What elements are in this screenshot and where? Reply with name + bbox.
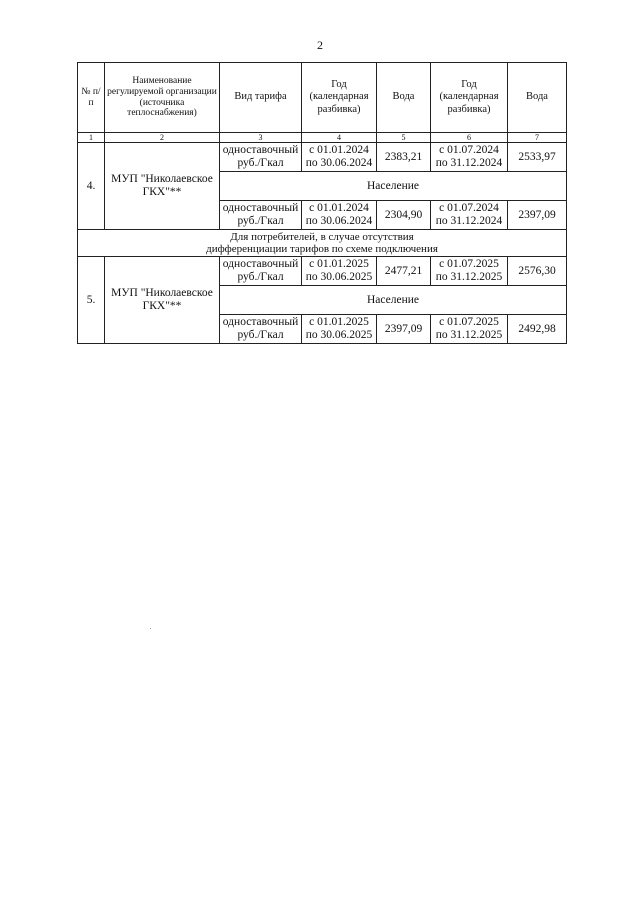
tariff-table: [77, 62, 567, 344]
period-first-half: с 01.01.2025 по 30.06.2025: [302, 315, 377, 344]
table-row: [78, 257, 567, 286]
water-value-first-half: 2397,09: [377, 315, 431, 344]
header-water-2: Вода: [508, 63, 567, 133]
tariff-type: одноставочный руб./Гкал: [220, 201, 302, 230]
water-value-first-half: 2477,21: [377, 257, 431, 286]
header-period-1: Год (календарная разбивка): [302, 63, 377, 133]
organization-name: МУП "Николаевское ГКХ"**: [105, 257, 220, 344]
water-value-first-half: 2383,21: [377, 143, 431, 172]
column-number: 4: [302, 133, 377, 143]
water-value-first-half: 2304,90: [377, 201, 431, 230]
column-number: 7: [508, 133, 567, 143]
tariff-type: одноставочный руб./Гкал: [220, 143, 302, 172]
table-row: [78, 143, 567, 172]
entry-number: 5.: [78, 257, 105, 344]
header-period-2: Год (календарная разбивка): [431, 63, 508, 133]
note-line-1: Для потребителей, в случае отсутствия: [230, 230, 414, 243]
header-tariff-type: Вид тарифа: [220, 63, 302, 133]
tariff-type: одноставочный руб./Гкал: [220, 257, 302, 286]
column-number: 2: [105, 133, 220, 143]
note-row: [78, 230, 567, 257]
water-value-second-half: 2397,09: [508, 201, 567, 230]
water-value-second-half: 2492,98: [508, 315, 567, 344]
column-numbers-row: [78, 133, 567, 143]
organization-name: МУП "Николаевское ГКХ"**: [105, 143, 220, 230]
water-value-second-half: 2576,30: [508, 257, 567, 286]
period-first-half: с 01.01.2024 по 30.06.2024: [302, 201, 377, 230]
column-number: 1: [78, 133, 105, 143]
entry-number: 4.: [78, 143, 105, 230]
column-number: 6: [431, 133, 508, 143]
header-number: № п/п: [78, 63, 105, 133]
period-first-half: с 01.01.2024 по 30.06.2024: [302, 143, 377, 172]
column-number: 3: [220, 133, 302, 143]
page-number: 2: [317, 38, 323, 52]
note-text: [78, 230, 567, 257]
tariff-type: одноставочный руб./Гкал: [220, 315, 302, 344]
header-water-1: Вода: [377, 63, 431, 133]
period-second-half: с 01.07.2025 по 31.12.2025: [431, 315, 508, 344]
header-row: [78, 63, 567, 133]
period-second-half: с 01.07.2025 по 31.12.2025: [431, 257, 508, 286]
population-label: Население: [220, 172, 567, 201]
period-first-half: с 01.01.2025 по 30.06.2025: [302, 257, 377, 286]
note-line-2: дифференциации тарифов по схеме подключения: [206, 243, 438, 256]
header-organization: Наименование регулируемой организации (источника теплоснабжения): [105, 63, 220, 133]
water-value-second-half: 2533,97: [508, 143, 567, 172]
period-second-half: с 01.07.2024 по 31.12.2024: [431, 201, 508, 230]
population-label: Население: [220, 286, 567, 315]
column-number: 5: [377, 133, 431, 143]
period-second-half: с 01.07.2024 по 31.12.2024: [431, 143, 508, 172]
scan-speck: [150, 628, 151, 629]
